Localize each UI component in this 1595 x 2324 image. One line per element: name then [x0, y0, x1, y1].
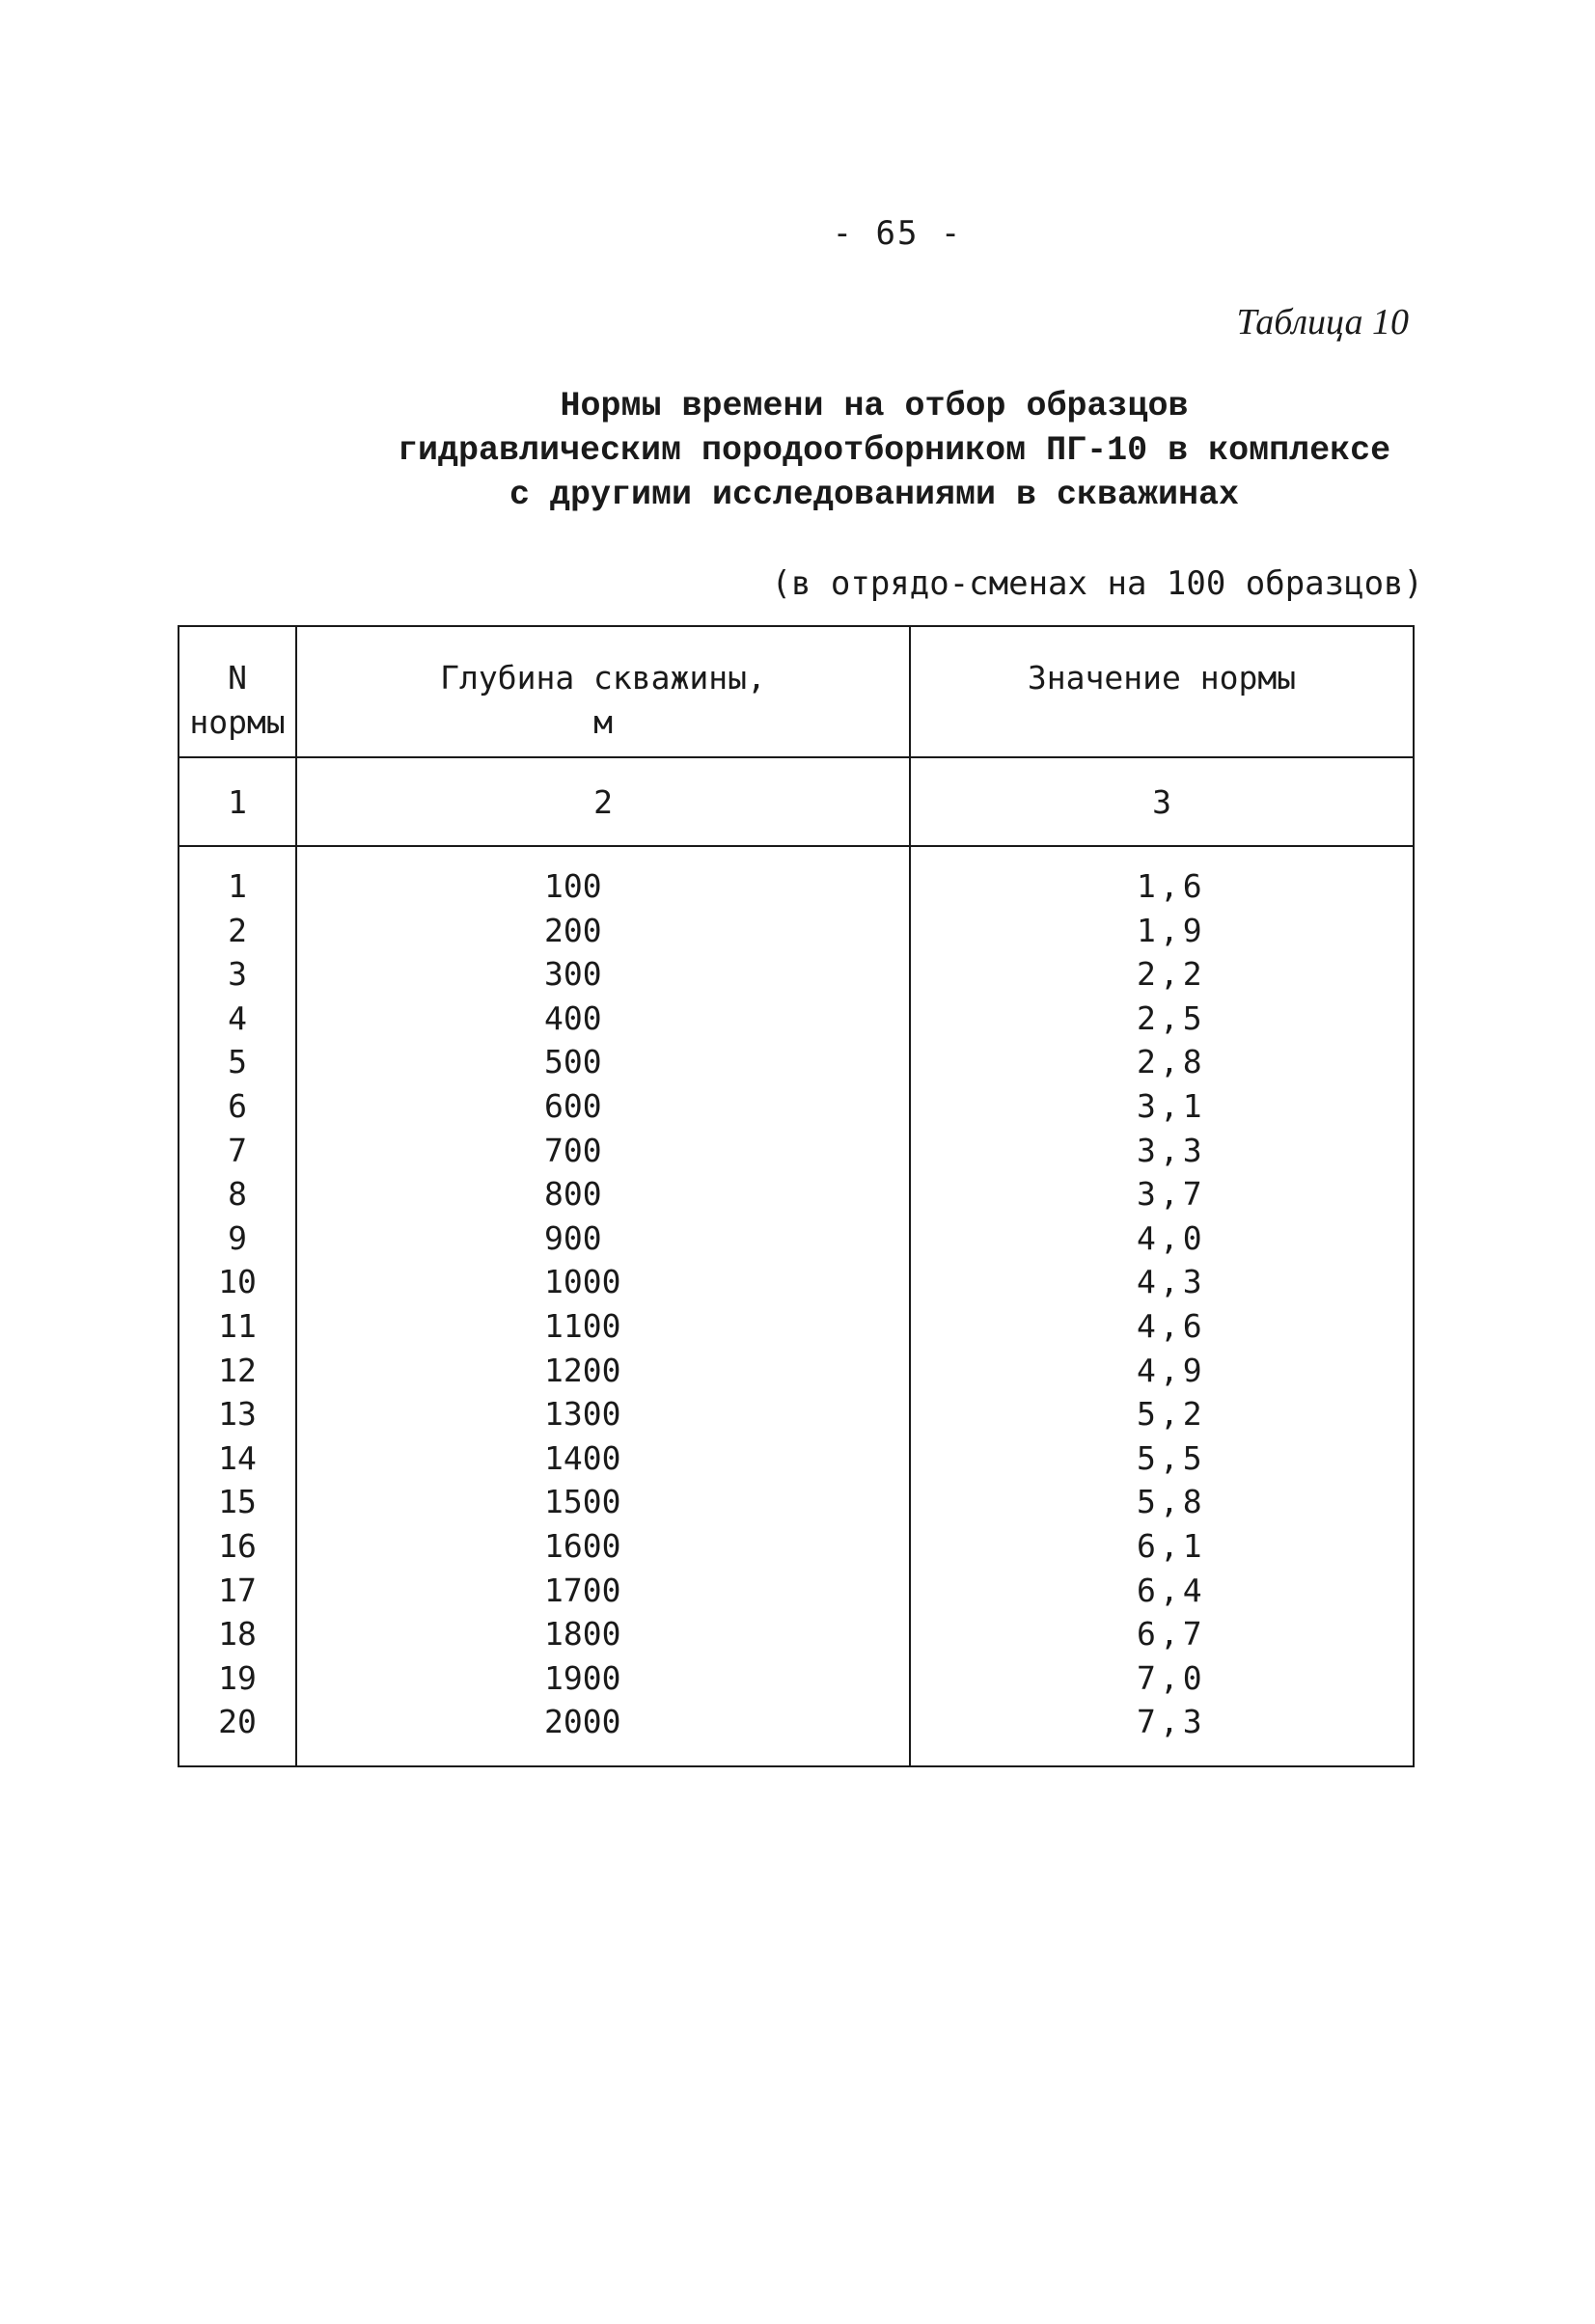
norm-number-cell: 17 — [179, 1569, 296, 1613]
table-row — [179, 1304, 1414, 1349]
norm-number-cell: 5 — [179, 1040, 296, 1084]
norm-value-cell: 7,0 — [910, 1656, 1414, 1701]
depth-cell: 700 — [296, 1129, 910, 1173]
table-row — [179, 1172, 1414, 1217]
norm-value-cell: 5,2 — [910, 1392, 1414, 1436]
depth-cell: 1600 — [296, 1524, 910, 1569]
depth-cell: 500 — [296, 1040, 910, 1084]
norm-value-cell: 6,4 — [910, 1569, 1414, 1613]
depth-cell: 300 — [296, 952, 910, 997]
norm-value-cell: 7,3 — [910, 1700, 1414, 1766]
table-row — [179, 1480, 1414, 1524]
table-row — [179, 1040, 1414, 1084]
table-row — [179, 1700, 1414, 1766]
norm-value-cell: 3,3 — [910, 1129, 1414, 1173]
title-line: Нормы времени на отбор образцов — [560, 387, 1189, 425]
norm-value-cell: 1,9 — [910, 909, 1414, 953]
norms-table — [178, 625, 1415, 1767]
depth-cell: 1100 — [296, 1304, 910, 1349]
norm-number-cell: 4 — [179, 997, 296, 1041]
depth-cell: 1400 — [296, 1436, 910, 1481]
depth-cell: 1200 — [296, 1349, 910, 1393]
table-row — [179, 1392, 1414, 1436]
norm-number-cell: 3 — [179, 952, 296, 997]
depth-cell: 400 — [296, 997, 910, 1041]
norm-number-cell: 15 — [179, 1480, 296, 1524]
norm-number-cell: 10 — [179, 1260, 296, 1304]
norm-value-cell: 4,9 — [910, 1349, 1414, 1393]
norm-number-cell: 11 — [179, 1304, 296, 1349]
table-row — [179, 1436, 1414, 1481]
table-label: Таблица 10 — [1236, 302, 1409, 342]
norm-number-cell: 13 — [179, 1392, 296, 1436]
depth-cell: 900 — [296, 1217, 910, 1261]
norm-number-cell: 12 — [179, 1349, 296, 1393]
table-row — [179, 1656, 1414, 1701]
norm-number-cell: 18 — [179, 1612, 296, 1656]
norm-number-cell: 7 — [179, 1129, 296, 1173]
depth-cell: 1900 — [296, 1656, 910, 1701]
table-row — [179, 1349, 1414, 1393]
norm-value-cell: 5,5 — [910, 1436, 1414, 1481]
norm-value-cell: 4,6 — [910, 1304, 1414, 1349]
table-row — [179, 1612, 1414, 1656]
norm-number-cell: 2 — [179, 909, 296, 953]
table-row — [179, 909, 1414, 953]
norm-value-cell: 2,2 — [910, 952, 1414, 997]
table-title — [0, 384, 1595, 517]
column-number: 1 — [179, 757, 296, 846]
units-note: (в отрядо-сменах на 100 образцов) — [771, 564, 1423, 603]
norm-value-cell: 1,6 — [910, 846, 1414, 909]
depth-cell: 1000 — [296, 1260, 910, 1304]
table-row — [179, 997, 1414, 1041]
column-number: 2 — [296, 757, 910, 846]
norm-value-cell: 4,3 — [910, 1260, 1414, 1304]
table-row — [179, 1524, 1414, 1569]
norm-number-cell: 6 — [179, 1084, 296, 1129]
table-row — [179, 1569, 1414, 1613]
depth-cell: 2000 — [296, 1700, 910, 1766]
table-body — [179, 846, 1414, 1766]
title-line: гидравлическим породоотборником ПГ-10 в комплексе — [398, 431, 1391, 470]
norm-number-cell: 9 — [179, 1217, 296, 1261]
page-number: - 65 - — [832, 214, 963, 253]
header-norm-value: Значение нормы — [910, 626, 1414, 757]
header-row — [179, 626, 1414, 757]
norm-value-cell: 2,5 — [910, 997, 1414, 1041]
depth-cell: 800 — [296, 1172, 910, 1217]
norm-value-cell: 6,1 — [910, 1524, 1414, 1569]
header-norm-number: N нормы — [179, 626, 296, 757]
norm-value-cell: 3,7 — [910, 1172, 1414, 1217]
norm-number-cell: 1 — [179, 846, 296, 909]
norm-value-cell: 2,8 — [910, 1040, 1414, 1084]
table-row — [179, 1217, 1414, 1261]
depth-cell: 1500 — [296, 1480, 910, 1524]
depth-cell: 1300 — [296, 1392, 910, 1436]
table-row — [179, 1129, 1414, 1173]
norm-value-cell: 4,0 — [910, 1217, 1414, 1261]
depth-cell: 1700 — [296, 1569, 910, 1613]
header-depth: Глубина скважины, м — [296, 626, 910, 757]
norm-number-cell: 19 — [179, 1656, 296, 1701]
depth-cell: 200 — [296, 909, 910, 953]
table-row — [179, 846, 1414, 909]
depth-cell: 600 — [296, 1084, 910, 1129]
depth-cell: 100 — [296, 846, 910, 909]
table-row — [179, 1084, 1414, 1129]
table-row — [179, 1260, 1414, 1304]
norm-number-cell: 16 — [179, 1524, 296, 1569]
norm-value-cell: 5,8 — [910, 1480, 1414, 1524]
column-number-row — [179, 757, 1414, 846]
norm-value-cell: 3,1 — [910, 1084, 1414, 1129]
column-number: 3 — [910, 757, 1414, 846]
norm-number-cell: 8 — [179, 1172, 296, 1217]
norm-number-cell: 20 — [179, 1700, 296, 1766]
table-row — [179, 952, 1414, 997]
depth-cell: 1800 — [296, 1612, 910, 1656]
title-line: с другими исследованиями в скважинах — [509, 476, 1240, 514]
norm-value-cell: 6,7 — [910, 1612, 1414, 1656]
norm-number-cell: 14 — [179, 1436, 296, 1481]
